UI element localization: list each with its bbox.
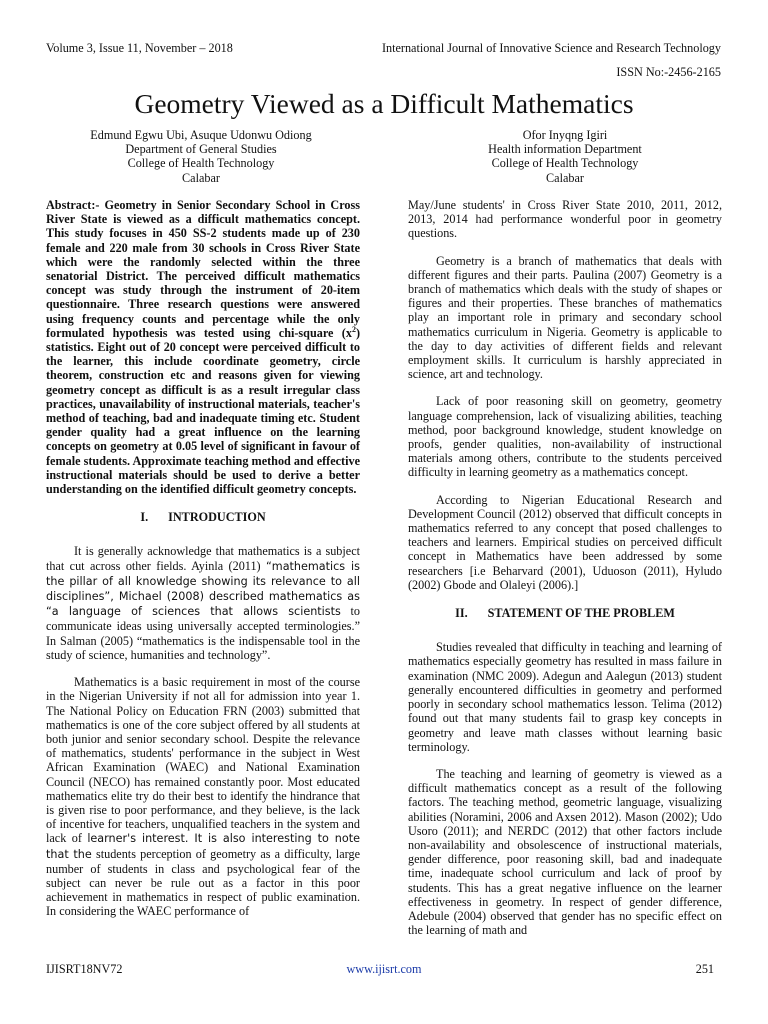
text-run: students perception of geometry as a difficulty, large number of students in class and psychological fear of the subject can never be rule out as a factor in this poor achievement in mathematics in respect of public examination. In considering the WAEC performance of	[46, 846, 360, 919]
left-column	[46, 198, 360, 932]
section-heading-statement	[408, 606, 722, 620]
section-number: I.	[140, 510, 149, 525]
section-number: II.	[455, 606, 468, 621]
volume-issue: Volume 3, Issue 11, November – 2018	[46, 41, 233, 55]
text-run: Mathematics is a basic requirement in most of the course in the Nigerian University if not all for admission into year 1. The National Policy on Education FRN (2003) submitted that mathematics is one of the core subject offered by all students at both junior and senior secondary school. Despite the relevance of mathematics, students' performance in the subject in West African Examination (WAEC) and National Examination Council (NECO) has remained constantly poor. Most educated mathematics elite try do their best to identify the hindrance that is given rise to poor performance, and they believe, is the lack of incentive for teachers, unqualified teachers in the system and lack of	[46, 675, 360, 846]
body-paragraph: According to Nigerian Educational Research and Development Council (2012) observed that difficult concepts in mathematics referred to any concept that posed challenges to teachers and learners. Empirical studies on perceived difficult concept in Mathematics have been addressed by some researchers [i.e Beharvard (2001), Uduoson (2011), Hyludo (2002) Gbode and Olaleyi (2006).]	[408, 492, 722, 592]
abstract-text-1: Geometry in Senior Secondary School in Cross River State is viewed as a difficult mathematics concept. This study focuses in 450 SS-2 students made up of 230 female and 220 male from 30 schools in Cross River State which were the randomly selected within the three senatorial District. The perceived difficult mathematics concept was study through the instrument of 20-item questionnaire. Three research questions were answered using frequency counts and percentage while the only formulated hypothesis was tested using chi-square (x	[46, 198, 360, 340]
footer-code: IJISRT18NV72	[46, 962, 123, 976]
author-names: Ofor Inyqng Igiri	[522, 128, 608, 142]
continued-paragraph: May/June students' in Cross River State 2010, 2011, 2012, 2013, 2014 had performance wonderful poor in geometry questions.	[408, 198, 722, 241]
body-paragraph: The teaching and learning of geometry is viewed as a difficult mathematics concept as a result of the following factors. The teaching method, geometric language, visualizing abilities (Noramini, 2006 and Axsen 2012). Mason (2002); Udo Usoro (2011); and NERDC (2012) that other factors include non-availability and obsolescence of instructional materials, gender difference, poor reasoning skill, bad and inadequate time, inadequate school curriculum and lack of proof by students. This has a great negative influence on the learner effectiveness in geometry. In respect of gender difference, Adebule (2004) observed that gender has no specific effect on the learning of math and	[408, 766, 722, 938]
author-department: Health information Department	[488, 142, 642, 157]
abstract-label: Abstract	[46, 198, 92, 212]
author-college: College of Health Technology	[491, 156, 639, 171]
author-block-2	[408, 128, 722, 185]
journal-name: International Journal of Innovative Science and Research Technology	[381, 41, 721, 55]
intro-paragraph-2	[46, 675, 360, 918]
body-paragraph: Geometry is a branch of mathematics that deals with different figures and their parts. Paulina (2007) Geometry is a branch of mathematics which deals with the study of shapes or figures and their properties. These branches of mathematics play an important role in primary and secondary school mathematics curriculum in Nigeria. Geometry is applicable to the day to day activities of different fields and relevant employment skills. It curriculum is harshly appreciated in science, art and technology.	[408, 253, 722, 382]
author-block-1	[46, 128, 356, 185]
footer-url-link[interactable]: www.ijisrt.com	[346, 962, 422, 976]
text-run: to communicate ideas using universally accepted terminologies.” In Salman (2005) “mathematics is the indispensable tool in the study of science, humanities and technology”.	[46, 604, 360, 662]
sans-text-run: learner's interest. It is also interesting to note that the	[46, 832, 360, 861]
abstract-separator: :-	[91, 198, 105, 212]
page-number: 251	[695, 962, 714, 976]
issn: ISSN No:-2456-2165	[616, 65, 721, 79]
intro-paragraph-1	[46, 544, 360, 662]
author-college: College of Health Technology	[127, 156, 275, 171]
author-city: Calabar	[546, 170, 584, 185]
abstract-text-2: ) statistics. Eight out of 20 concept were perceived difficult to the learner, this include coordinate geometry, circle theorem, construction etc and reasons given for viewing geometry concept as difficult is as a result irregular class practices, unavailability of instructional materials, teacher's method of teaching, bad and inadequate timing etc. Student gender quality had a great influence on the learning concepts on geometry at 0.05 level of significant in favour of female students. Approximate teaching method and effective instructional materials should be used to derive a better understanding on the identified difficult geometry concepts.	[46, 325, 360, 497]
abstract	[46, 198, 360, 496]
section-heading-introduction	[46, 510, 360, 524]
text-run: It is generally acknowledge that mathematics is a subject that cut across other fields. Ayinla (2011)	[46, 544, 360, 573]
section-title: INTRODUCTION	[168, 510, 266, 525]
paper-title: Geometry Viewed as a Difficult Mathematics	[134, 88, 634, 119]
author-names: Edmund Egwu Ubi, Asuque Udonwu Odiong	[90, 128, 312, 142]
author-department: Department of General Studies	[125, 142, 277, 157]
quoted-text-run: “mathematics is the pillar of all knowledge showing its relevance to all disciplines”, Michael (2008) described mathematics as “a language of sciences that allows scientists	[46, 559, 360, 619]
author-city: Calabar	[182, 170, 220, 185]
body-paragraph: Lack of poor reasoning skill on geometry, geometry language comprehension, lack of visualizing abilities, teaching method, poor background knowledge, student knowledge on proofs, gender qualities, non-availability of instructional materials among others, contribute to the students perceived difficulty in learning geometry as a mathematics concept.	[408, 394, 722, 480]
section-title: STATEMENT OF THE PROBLEM	[487, 606, 675, 621]
body-paragraph: Studies revealed that difficulty in teaching and learning of mathematics especially geometry has resulted in mass failure in examination (NMC 2009). Adegun and Aalegun (2013) student generally encountered difficulties in geometry and performed poorly in secondary school mathematics lesson. Telima (2012) found out that many students fail to grasp key concepts in geometry and leave math classes without learning basic terminology.	[408, 640, 722, 754]
superscript: 2	[351, 324, 356, 334]
right-column	[408, 198, 722, 950]
